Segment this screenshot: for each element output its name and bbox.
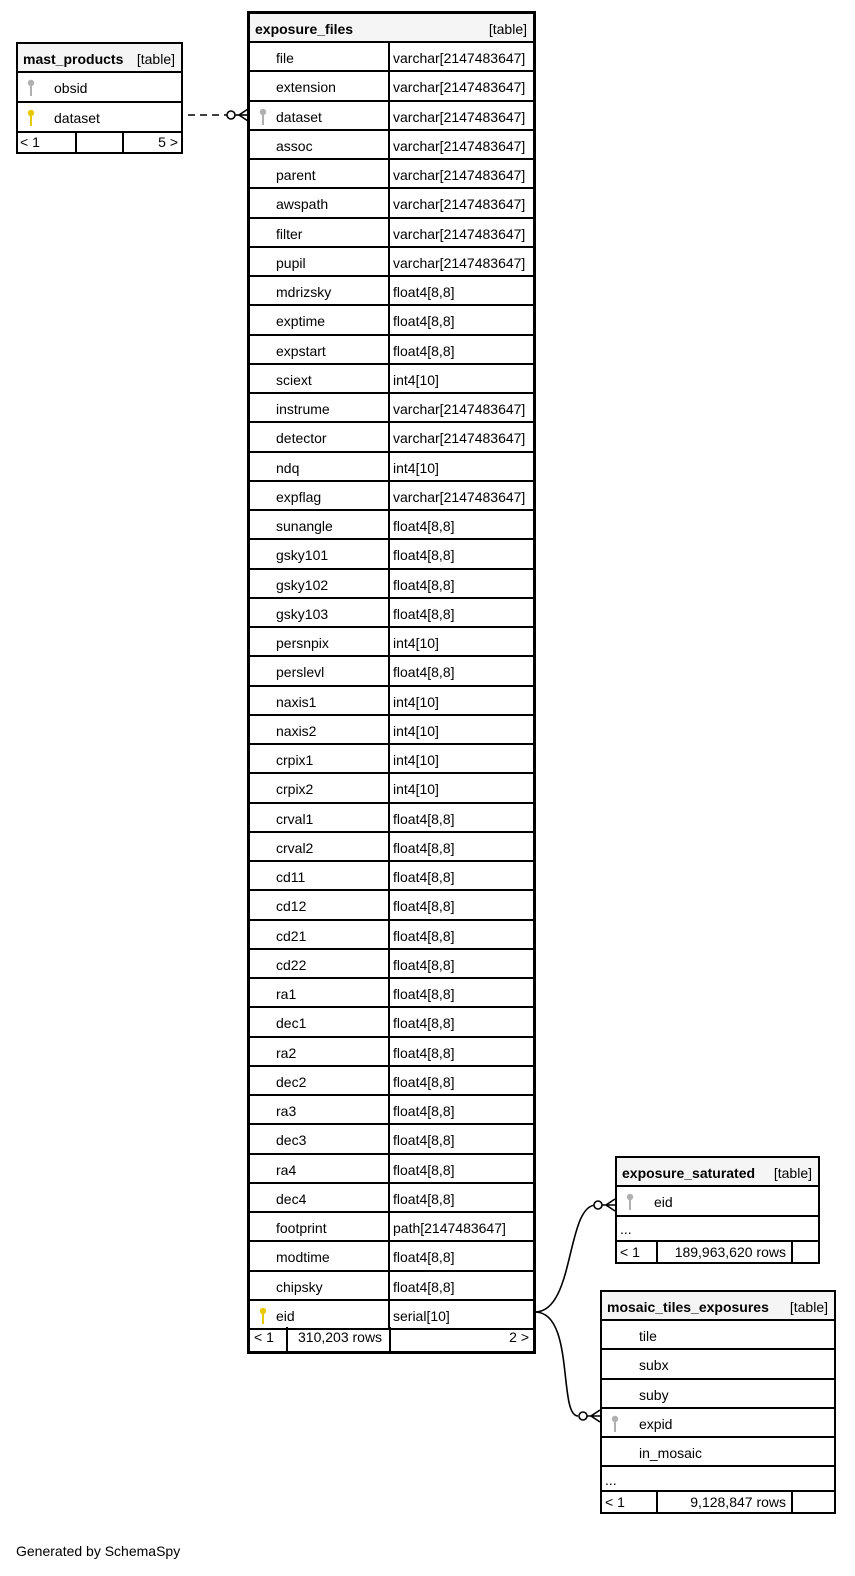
column-type: varchar[2147483647] <box>393 225 526 242</box>
column-type: varchar[2147483647] <box>393 430 526 447</box>
table-name: mosaic_tiles_exposures <box>607 1299 769 1315</box>
column-row[interactable] <box>250 219 533 248</box>
footer-parents-link[interactable]: < 1 <box>605 1494 625 1510</box>
table-name: exposure_files <box>255 21 354 37</box>
column-type: int4[10] <box>393 693 439 710</box>
column-row[interactable] <box>250 1067 533 1096</box>
column-row[interactable] <box>18 73 181 103</box>
column-name: gsky101 <box>276 547 329 564</box>
column-name: cd11 <box>276 869 306 885</box>
column-type: varchar[2147483647] <box>393 137 526 154</box>
column-row[interactable] <box>617 1187 818 1217</box>
table-kind: [table] <box>488 21 527 37</box>
column-name: parent <box>276 167 316 183</box>
foreign-key-icon <box>610 1415 620 1433</box>
table-kind: [table] <box>789 1299 828 1315</box>
footer-children-link[interactable]: 2 > <box>509 1329 529 1345</box>
column-name: sciext <box>276 371 312 388</box>
column-type: varchar[2147483647] <box>393 108 526 125</box>
column-name: awspath <box>276 196 329 213</box>
footer-parents-link[interactable]: < 1 <box>620 1244 640 1260</box>
column-name: dec2 <box>276 1073 307 1090</box>
column-name: dec1 <box>276 1015 307 1032</box>
link-mosaic-tiles-crowfoot <box>587 1410 600 1422</box>
table-exposure-files[interactable] <box>247 11 536 1354</box>
column-name: modtime <box>276 1249 330 1266</box>
column-row-ellipsis <box>602 1468 834 1492</box>
column-row[interactable] <box>250 453 533 482</box>
column-row[interactable] <box>250 716 533 745</box>
column-type: path[2147483647] <box>393 1220 506 1236</box>
column-type: int4[10] <box>393 371 439 388</box>
column-type: float4[8,8] <box>393 1132 455 1149</box>
column-type: float4[8,8] <box>393 1073 455 1090</box>
column-name: tile <box>639 1328 657 1344</box>
column-type: int4[10] <box>393 635 439 651</box>
table-header <box>602 1292 834 1321</box>
column-name: chipsky <box>276 1278 323 1295</box>
column-row[interactable] <box>250 131 533 160</box>
column-row[interactable] <box>18 103 181 133</box>
column-row[interactable] <box>250 1038 533 1067</box>
column-row[interactable] <box>250 745 533 774</box>
column-type: float4[8,8] <box>393 986 455 1002</box>
link-mosaic-tiles-circle <box>579 1412 587 1420</box>
column-type: float4[8,8] <box>393 547 455 564</box>
column-name: suby <box>639 1386 669 1403</box>
column-row[interactable] <box>250 102 533 131</box>
column-name: gsky102 <box>276 576 329 593</box>
table-exposure-saturated[interactable] <box>615 1156 820 1264</box>
footer-parents-link[interactable]: < 1 <box>20 134 40 150</box>
column-row[interactable] <box>250 423 533 452</box>
column-name: pupil <box>276 254 306 271</box>
column-row[interactable] <box>250 979 533 1008</box>
footer-row-count: 9,128,847 rows <box>690 1494 786 1510</box>
footer-row-count: 310,203 rows <box>298 1329 383 1345</box>
table-header <box>18 44 181 73</box>
column-row[interactable] <box>250 1096 533 1125</box>
column-name: subx <box>639 1357 669 1374</box>
column-name: perslevl <box>276 664 325 681</box>
column-type: int4[10] <box>393 781 439 798</box>
column-name: assoc <box>276 137 313 154</box>
column-name: persnpix <box>276 635 329 651</box>
generated-by-text: Generated by SchemaSpy <box>16 1543 181 1559</box>
column-row[interactable] <box>250 687 533 716</box>
column-name: sunangle <box>276 518 333 534</box>
column-row[interactable] <box>602 1321 834 1350</box>
column-name: ra3 <box>276 1103 297 1119</box>
foreign-key-icon <box>625 1193 635 1211</box>
foreign-key-icon <box>26 79 36 97</box>
column-name: expid <box>639 1415 673 1432</box>
column-row[interactable] <box>250 599 533 628</box>
table-mosaic-tiles-exposures[interactable] <box>600 1290 836 1514</box>
table-name: mast_products <box>23 51 124 67</box>
column-name: naxis1 <box>276 693 317 710</box>
column-type: varchar[2147483647] <box>393 196 526 213</box>
column-type: float4[8,8] <box>393 342 455 359</box>
column-type: varchar[2147483647] <box>393 488 526 505</box>
column-name: gsky103 <box>276 605 329 622</box>
column-row[interactable] <box>250 891 533 920</box>
column-ellipsis: ... <box>605 1471 617 1488</box>
column-row[interactable] <box>250 540 533 569</box>
column-name: mdrizsky <box>276 284 332 300</box>
column-row[interactable] <box>250 43 533 72</box>
column-row[interactable] <box>250 774 533 803</box>
column-type: serial[10] <box>393 1307 450 1324</box>
column-name: crval1 <box>276 810 314 827</box>
column-row[interactable] <box>250 1008 533 1037</box>
table-footer <box>18 132 181 152</box>
column-row[interactable] <box>250 1272 533 1301</box>
column-type: float4[8,8] <box>393 1249 455 1266</box>
column-type: float4[8,8] <box>393 810 455 827</box>
column-row[interactable] <box>250 306 533 335</box>
column-name: in_mosaic <box>639 1445 703 1462</box>
column-type: int4[10] <box>393 752 439 768</box>
column-row[interactable] <box>250 862 533 891</box>
column-row[interactable] <box>250 482 533 511</box>
column-row[interactable] <box>250 160 533 189</box>
table-header <box>617 1158 818 1187</box>
table-mast-products[interactable] <box>16 42 183 154</box>
column-name: expstart <box>276 342 326 359</box>
column-name: extension <box>276 79 336 96</box>
foreign-key-icon <box>258 108 268 126</box>
column-name: obsid <box>54 80 88 96</box>
column-name: file <box>276 50 294 66</box>
table-footer <box>602 1492 834 1512</box>
column-row[interactable] <box>250 1213 533 1242</box>
column-row[interactable] <box>250 394 533 423</box>
column-type: varchar[2147483647] <box>393 79 526 96</box>
table-header <box>250 14 533 43</box>
primary-key-icon <box>258 1307 268 1325</box>
link-exposure-files-mosaic-tiles <box>535 1312 578 1416</box>
column-row[interactable] <box>250 1184 533 1213</box>
column-row[interactable] <box>250 570 533 599</box>
column-row[interactable] <box>250 1242 533 1271</box>
column-row[interactable] <box>250 804 533 833</box>
column-name: footprint <box>276 1220 327 1236</box>
column-row[interactable] <box>250 365 533 394</box>
column-type: varchar[2147483647] <box>393 401 526 417</box>
footer-parents-link[interactable]: < 1 <box>254 1329 274 1345</box>
column-type: float4[8,8] <box>393 927 455 944</box>
column-row[interactable] <box>602 1438 834 1467</box>
primary-key-icon <box>26 109 36 127</box>
column-type: float4[8,8] <box>393 576 455 593</box>
column-type: float4[8,8] <box>393 284 455 300</box>
link-exposure-saturated-circle <box>594 1201 602 1209</box>
column-row[interactable] <box>250 72 533 101</box>
column-name: ra2 <box>276 1044 297 1061</box>
column-row[interactable] <box>250 921 533 950</box>
column-name: crpix1 <box>276 752 314 768</box>
column-row[interactable] <box>250 1301 533 1330</box>
column-row[interactable] <box>250 511 533 540</box>
column-type: float4[8,8] <box>393 869 455 885</box>
table-name: exposure_saturated <box>622 1165 756 1181</box>
column-type: float4[8,8] <box>393 1103 455 1119</box>
column-row[interactable] <box>602 1350 834 1379</box>
column-name: cd21 <box>276 927 307 944</box>
column-type: float4[8,8] <box>393 839 455 856</box>
column-row[interactable] <box>602 1380 834 1409</box>
column-type: float4[8,8] <box>393 956 455 973</box>
column-name: ra4 <box>276 1161 297 1178</box>
column-type: int4[10] <box>393 459 439 476</box>
column-type: int4[10] <box>393 722 439 739</box>
column-type: varchar[2147483647] <box>393 167 526 183</box>
link-exposure-saturated-crowfoot <box>602 1199 615 1211</box>
column-type: float4[8,8] <box>393 518 455 534</box>
column-row[interactable] <box>602 1409 834 1438</box>
column-row[interactable] <box>250 277 533 306</box>
column-name: crpix2 <box>276 781 314 798</box>
column-row[interactable] <box>250 248 533 277</box>
column-name: ra1 <box>276 986 297 1002</box>
column-row[interactable] <box>250 1125 533 1154</box>
footer-children-link[interactable]: 5 > <box>158 134 178 150</box>
column-row[interactable] <box>250 1155 533 1184</box>
table-footer <box>250 1327 533 1351</box>
column-row[interactable] <box>250 833 533 862</box>
column-row[interactable] <box>250 189 533 218</box>
column-name: dataset <box>276 108 322 125</box>
column-type: float4[8,8] <box>393 664 455 681</box>
column-type: float4[8,8] <box>393 313 455 330</box>
column-type: float4[8,8] <box>393 1044 455 1061</box>
column-name: dataset <box>54 110 100 126</box>
column-type: float4[8,8] <box>393 898 455 915</box>
column-name: eid <box>276 1307 295 1324</box>
column-type: float4[8,8] <box>393 1278 455 1295</box>
column-type: float4[8,8] <box>393 1190 455 1207</box>
column-type: float4[8,8] <box>393 1015 455 1032</box>
column-name: cd12 <box>276 898 307 915</box>
column-type: varchar[2147483647] <box>393 254 526 271</box>
column-type: varchar[2147483647] <box>393 50 526 66</box>
column-name: dec3 <box>276 1132 307 1149</box>
column-name: detector <box>276 430 327 447</box>
table-kind: [table] <box>773 1165 812 1181</box>
table-kind: [table] <box>136 51 175 67</box>
footer-row-count: 189,963,620 rows <box>674 1244 786 1260</box>
column-row[interactable] <box>250 950 533 979</box>
column-type: float4[8,8] <box>393 605 455 622</box>
column-name: exptime <box>276 313 326 330</box>
link-mast-products-exposure-files-circle <box>227 111 235 119</box>
column-name: ndq <box>276 459 300 476</box>
column-name: dec4 <box>276 1190 307 1207</box>
column-name: filter <box>276 225 303 242</box>
column-name: cd22 <box>276 956 307 973</box>
column-type: float4[8,8] <box>393 1161 455 1178</box>
column-name: crval2 <box>276 839 314 856</box>
column-ellipsis: ... <box>620 1221 632 1237</box>
link-exposure-files-exposure-saturated <box>535 1205 596 1312</box>
table-footer <box>617 1242 818 1262</box>
column-name: instrume <box>276 401 330 417</box>
column-row[interactable] <box>250 628 533 657</box>
column-row[interactable] <box>250 657 533 686</box>
column-name: eid <box>654 1194 673 1210</box>
column-row-ellipsis <box>617 1217 818 1242</box>
column-name: naxis2 <box>276 722 317 739</box>
column-row[interactable] <box>250 336 533 365</box>
column-name: expflag <box>276 488 322 505</box>
